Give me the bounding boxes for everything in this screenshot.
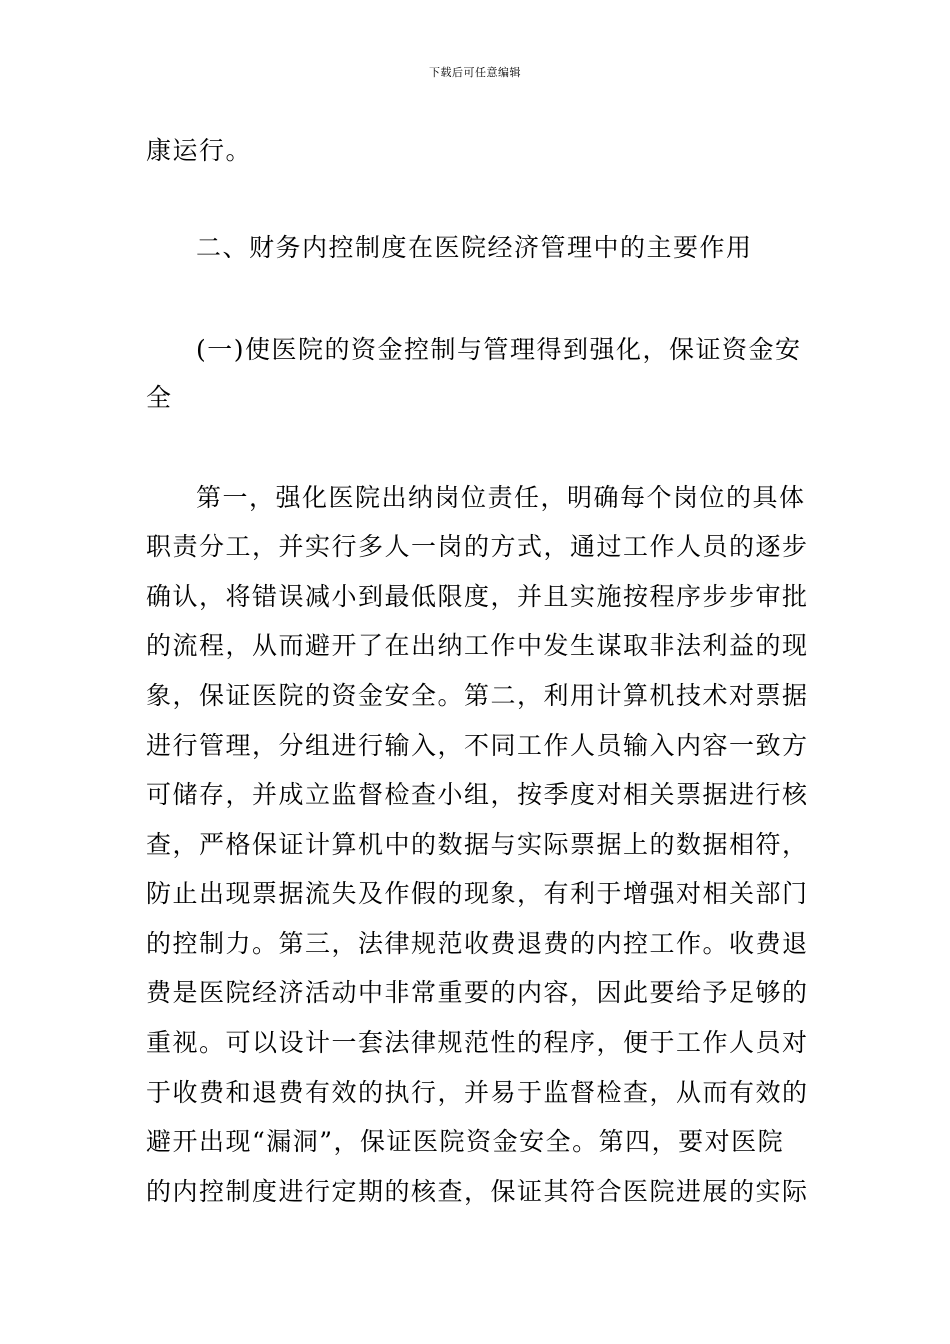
paragraph-line: 第一，强化医院出纳岗位责任，明确每个岗位的具体 xyxy=(196,483,806,512)
paragraph-line: 于收费和退费有效的执行，并易于监督检查，从而有效的 xyxy=(146,1078,809,1107)
subsection-heading-continued: 全 xyxy=(146,383,173,412)
paragraph-line: 可储存，并成立监督检查小组，按季度对相关票据进行核 xyxy=(146,780,809,809)
paragraph-line: 防止出现票据流失及作假的现象，有利于增强对相关部门 xyxy=(146,879,809,908)
paragraph-line: 重视。可以设计一套法律规范性的程序，便于工作人员对 xyxy=(146,1028,809,1057)
paragraph-line: 象，保证医院的资金安全。第二，利用计算机技术对票据 xyxy=(146,681,809,710)
section-heading: 二、财务内控制度在医院经济管理中的主要作用 xyxy=(196,233,753,262)
paragraph-line: 查，严格保证计算机中的数据与实际票据上的数据相符， xyxy=(146,830,809,859)
paragraph-line: 的流程，从而避开了在出纳工作中发生谋取非法利益的现 xyxy=(146,631,809,660)
text-line: 康运行。 xyxy=(146,136,253,165)
paragraph-line: 费是医院经济活动中非常重要的内容，因此要给予足够的 xyxy=(146,978,809,1007)
subsection-heading: (一)使医院的资金控制与管理得到强化，保证资金安 xyxy=(196,335,802,364)
paragraph-line: 职责分工，并实行多人一岗的方式，通过工作人员的逐步 xyxy=(146,532,809,561)
paragraph-line: 的控制力。第三，法律规范收费退费的内控工作。收费退 xyxy=(146,929,809,958)
paragraph-line: 确认，将错误减小到最低限度，并且实施按程序步步审批 xyxy=(146,582,809,611)
paragraph-line: 避开出现“漏洞”，保证医院资金安全。第四，要对医院 xyxy=(146,1127,785,1156)
paragraph-line: 的内控制度进行定期的核查，保证其符合医院进展的实际 xyxy=(146,1177,809,1206)
page-header: 下载后可任意编辑 xyxy=(429,66,521,79)
paragraph-line: 进行管理，分组进行输入，不同工作人员输入内容一致方 xyxy=(146,731,809,760)
